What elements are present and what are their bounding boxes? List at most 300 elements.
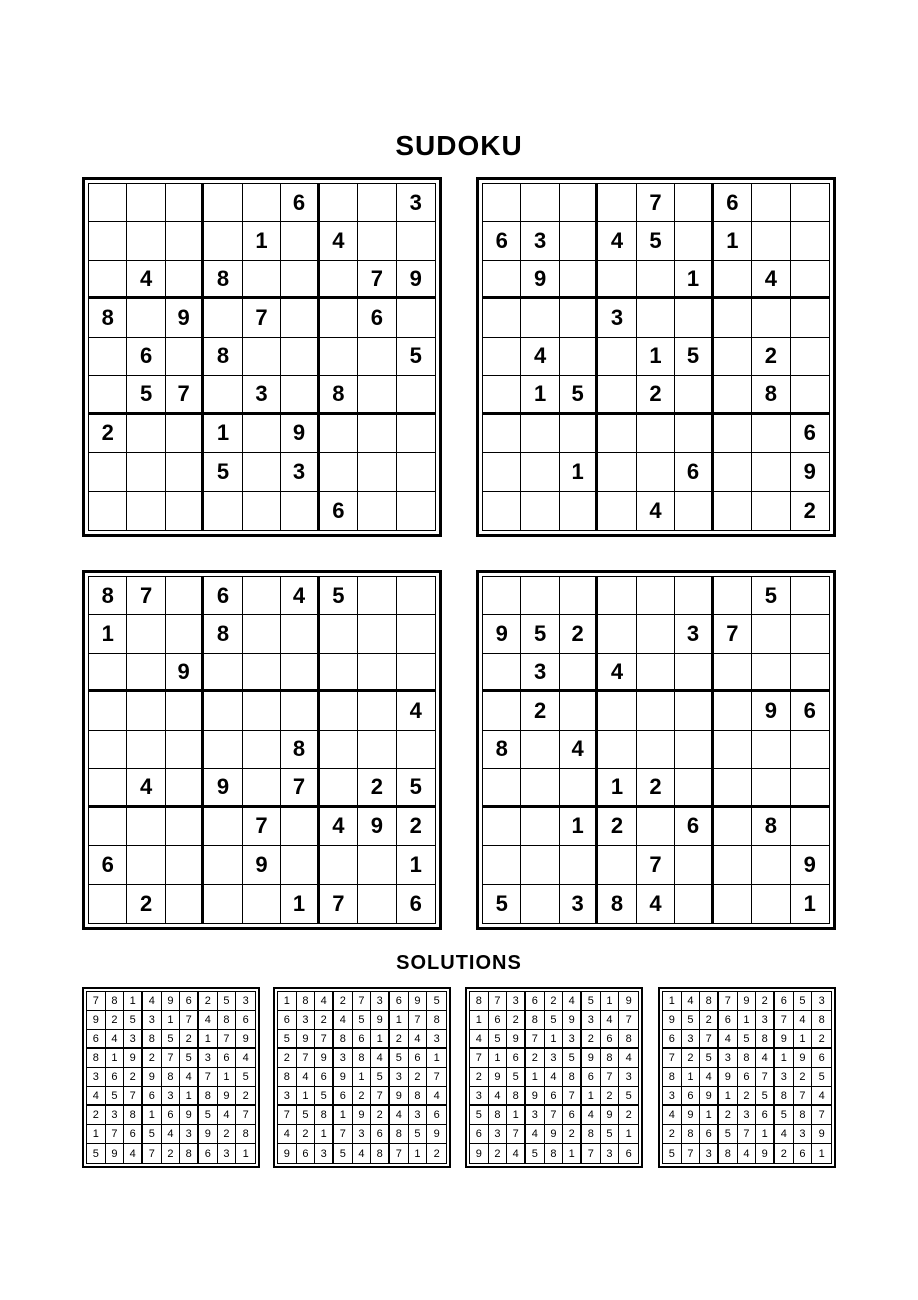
solution-cell: 7 xyxy=(353,992,372,1011)
puzzle-cell: 3 xyxy=(281,453,319,491)
puzzle-cell: 1 xyxy=(397,846,435,884)
solution-cell: 8 xyxy=(719,1144,738,1163)
solution-cell: 4 xyxy=(180,1068,199,1087)
solution-cell: 6 xyxy=(390,992,409,1011)
puzzle-cell: 5 xyxy=(127,376,165,414)
solution-cell: 7 xyxy=(794,1087,813,1106)
puzzle-cell xyxy=(358,692,396,730)
solution-cell: 5 xyxy=(87,1144,106,1163)
solution-cell: 3 xyxy=(124,1030,143,1049)
solution-cell: 7 xyxy=(756,1068,775,1087)
solution-cell: 5 xyxy=(278,1030,297,1049)
solution-cell: 9 xyxy=(775,1030,794,1049)
solution-cell: 3 xyxy=(663,1087,682,1106)
solution-cell: 4 xyxy=(738,1144,757,1163)
puzzle-cell xyxy=(791,261,829,299)
solution-cell: 5 xyxy=(297,1106,316,1125)
puzzle-cell xyxy=(397,492,435,530)
puzzle-cell xyxy=(243,885,281,923)
puzzle-cell xyxy=(714,415,752,453)
puzzle-cell xyxy=(243,492,281,530)
puzzle-cell xyxy=(89,885,127,923)
puzzle-cell: 4 xyxy=(598,654,636,692)
solution-cell: 9 xyxy=(526,1087,545,1106)
solution-cell: 5 xyxy=(738,1030,757,1049)
puzzle-cell xyxy=(243,692,281,730)
puzzle-cell xyxy=(204,376,242,414)
solution-cell: 7 xyxy=(180,1011,199,1030)
solution-cell: 3 xyxy=(353,1125,372,1144)
puzzle-cell xyxy=(637,299,675,337)
puzzle-cell xyxy=(637,261,675,299)
solution-cell: 6 xyxy=(470,1125,489,1144)
solution-cell: 3 xyxy=(297,1011,316,1030)
solution-cell: 2 xyxy=(582,1030,601,1049)
solution-cell: 4 xyxy=(143,992,162,1011)
solution-cell: 7 xyxy=(719,992,738,1011)
puzzle-cell xyxy=(752,769,790,807)
solution-cell: 6 xyxy=(682,1087,701,1106)
solution-cell: 1 xyxy=(297,1087,316,1106)
solution-cell: 9 xyxy=(470,1144,489,1163)
puzzle-cell xyxy=(675,376,713,414)
solution-cell: 1 xyxy=(143,1106,162,1125)
puzzle-cell xyxy=(89,453,127,491)
puzzle-cell: 8 xyxy=(598,885,636,923)
puzzle-cell xyxy=(89,492,127,530)
solution-cell: 9 xyxy=(334,1068,353,1087)
solutions-title: SOLUTIONS xyxy=(396,952,522,974)
puzzle-cell xyxy=(166,808,204,846)
solution-cell: 5 xyxy=(601,1125,620,1144)
puzzle-cell: 6 xyxy=(127,338,165,376)
solution-cell: 7 xyxy=(470,1049,489,1068)
solution-cell: 5 xyxy=(236,1068,255,1087)
solution-cell: 4 xyxy=(334,1011,353,1030)
solution-cell: 1 xyxy=(334,1106,353,1125)
puzzle-cell xyxy=(560,846,598,884)
sudoku-solution-1 xyxy=(82,987,260,1168)
puzzle-cell xyxy=(483,453,521,491)
puzzle-cell: 1 xyxy=(560,453,598,491)
solution-cell: 7 xyxy=(124,1087,143,1106)
solution-cell: 1 xyxy=(794,1030,813,1049)
solution-cell: 1 xyxy=(545,1030,564,1049)
puzzle-cell: 5 xyxy=(560,376,598,414)
solution-cell: 9 xyxy=(582,1049,601,1068)
puzzle-cell xyxy=(243,453,281,491)
solution-cell: 7 xyxy=(812,1106,831,1125)
solution-cell: 7 xyxy=(297,1049,316,1068)
puzzle-cell xyxy=(675,492,713,530)
puzzle-cell xyxy=(752,731,790,769)
solution-cell: 5 xyxy=(563,1049,582,1068)
puzzle-cell xyxy=(675,731,713,769)
solution-cell: 9 xyxy=(180,1106,199,1125)
puzzle-cell xyxy=(714,453,752,491)
puzzle-cell xyxy=(358,885,396,923)
puzzle-cell xyxy=(281,299,319,337)
solution-cell: 1 xyxy=(409,1144,428,1163)
solution-cell: 7 xyxy=(700,1030,719,1049)
sudoku-solution-2 xyxy=(273,987,451,1168)
puzzle-cell xyxy=(791,577,829,615)
solution-cell: 4 xyxy=(663,1106,682,1125)
solution-cell: 5 xyxy=(545,1011,564,1030)
puzzle-cell: 4 xyxy=(127,769,165,807)
solution-cell: 1 xyxy=(124,992,143,1011)
puzzle-cell: 1 xyxy=(521,376,559,414)
solution-cell: 9 xyxy=(663,1011,682,1030)
solution-cell: 2 xyxy=(526,1049,545,1068)
solution-cell: 1 xyxy=(582,1087,601,1106)
solution-cell: 9 xyxy=(390,1087,409,1106)
puzzle-cell xyxy=(397,615,435,653)
puzzle-cell xyxy=(675,222,713,260)
solution-cell: 8 xyxy=(427,1011,446,1030)
solution-cell: 3 xyxy=(775,1068,794,1087)
solution-cell: 2 xyxy=(794,1068,813,1087)
puzzle-cell xyxy=(204,654,242,692)
puzzle-cell xyxy=(598,731,636,769)
puzzle-cell xyxy=(791,184,829,222)
solution-cell: 8 xyxy=(619,1030,638,1049)
puzzle-cell xyxy=(483,338,521,376)
solution-cell: 3 xyxy=(106,1106,125,1125)
solution-cell: 6 xyxy=(315,1068,334,1087)
puzzle-cell: 6 xyxy=(483,222,521,260)
solution-cell: 9 xyxy=(124,1049,143,1068)
puzzle-cell: 8 xyxy=(89,577,127,615)
solution-cell: 5 xyxy=(315,1087,334,1106)
puzzle-cell xyxy=(637,415,675,453)
solution-cell: 4 xyxy=(775,1125,794,1144)
puzzle-cell: 8 xyxy=(204,261,242,299)
solution-cell: 4 xyxy=(315,992,334,1011)
solution-cell: 6 xyxy=(180,992,199,1011)
solution-cell: 2 xyxy=(236,1087,255,1106)
solution-cell: 4 xyxy=(470,1030,489,1049)
solution-cell: 4 xyxy=(545,1068,564,1087)
solution-cell: 9 xyxy=(682,1106,701,1125)
solution-cell: 6 xyxy=(143,1087,162,1106)
solution-cell: 8 xyxy=(390,1125,409,1144)
puzzle-cell xyxy=(358,222,396,260)
puzzle-cell xyxy=(166,769,204,807)
puzzle-cell: 2 xyxy=(89,415,127,453)
puzzle-cell xyxy=(89,654,127,692)
solution-cell: 1 xyxy=(719,1087,738,1106)
solution-cell: 1 xyxy=(390,1011,409,1030)
puzzle-cell xyxy=(752,222,790,260)
solution-cell: 7 xyxy=(87,992,106,1011)
solution-cell: 4 xyxy=(526,1125,545,1144)
solution-cell: 5 xyxy=(162,1030,181,1049)
puzzle-cell xyxy=(598,338,636,376)
puzzle-cell: 2 xyxy=(637,376,675,414)
puzzle-cell: 6 xyxy=(204,577,242,615)
solution-cell: 2 xyxy=(218,1125,237,1144)
puzzle-cell xyxy=(204,222,242,260)
puzzle-cell: 5 xyxy=(637,222,675,260)
solution-cell: 1 xyxy=(353,1068,372,1087)
puzzle-cell: 8 xyxy=(89,299,127,337)
solution-cell: 8 xyxy=(526,1011,545,1030)
puzzle-cell: 9 xyxy=(243,846,281,884)
solution-cell: 1 xyxy=(470,1011,489,1030)
solution-cell: 5 xyxy=(409,1125,428,1144)
puzzle-cell xyxy=(483,261,521,299)
solution-cell: 3 xyxy=(738,1106,757,1125)
puzzle-cell: 7 xyxy=(127,577,165,615)
puzzle-cell xyxy=(521,769,559,807)
solution-cell: 2 xyxy=(409,1068,428,1087)
solution-cell: 7 xyxy=(278,1106,297,1125)
solution-cell: 8 xyxy=(106,992,125,1011)
puzzle-cell xyxy=(204,846,242,884)
solution-cell: 2 xyxy=(315,1011,334,1030)
solution-cell: 4 xyxy=(507,1144,526,1163)
solution-cell: 8 xyxy=(218,1011,237,1030)
solution-cell: 2 xyxy=(162,1144,181,1163)
puzzle-cell xyxy=(483,577,521,615)
solution-cell: 7 xyxy=(619,1011,638,1030)
puzzle-cell xyxy=(714,261,752,299)
puzzle-cell xyxy=(675,885,713,923)
puzzle-cell: 4 xyxy=(598,222,636,260)
solution-cell: 8 xyxy=(563,1068,582,1087)
solution-cell: 2 xyxy=(663,1125,682,1144)
solution-cell: 3 xyxy=(526,1106,545,1125)
solution-cell: 9 xyxy=(563,1011,582,1030)
puzzle-cell: 9 xyxy=(166,654,204,692)
puzzle-cell xyxy=(166,846,204,884)
solution-cell: 5 xyxy=(619,1087,638,1106)
solution-cell: 2 xyxy=(433,1147,440,1160)
puzzle-cell: 9 xyxy=(521,261,559,299)
puzzle-cell xyxy=(752,492,790,530)
solution-cell: 4 xyxy=(390,1106,409,1125)
solution-cell: 5 xyxy=(427,992,446,1011)
page-title: SUDOKU xyxy=(395,130,523,161)
puzzle-cell xyxy=(127,692,165,730)
puzzle-cell xyxy=(397,299,435,337)
puzzle-cell xyxy=(166,453,204,491)
solution-cell: 1 xyxy=(218,1068,237,1087)
solution-cell: 9 xyxy=(218,1087,237,1106)
puzzle-cell: 7 xyxy=(358,261,396,299)
puzzle-cell xyxy=(752,654,790,692)
puzzle-cell: 1 xyxy=(714,222,752,260)
solution-cell: 9 xyxy=(427,1125,446,1144)
solution-cell: 1 xyxy=(162,1011,181,1030)
solution-cell: 6 xyxy=(87,1030,106,1049)
solution-cell: 6 xyxy=(625,1147,632,1160)
puzzle-cell xyxy=(204,808,242,846)
solution-cell: 3 xyxy=(87,1068,106,1087)
solution-cell: 7 xyxy=(334,1125,353,1144)
puzzle-cell xyxy=(358,376,396,414)
puzzle-cell xyxy=(127,731,165,769)
solution-cell: 5 xyxy=(470,1106,489,1125)
solution-cell: 2 xyxy=(334,992,353,1011)
solution-cell: 2 xyxy=(719,1106,738,1125)
solution-cell: 8 xyxy=(545,1144,564,1163)
puzzle-cell xyxy=(675,654,713,692)
puzzle-cell xyxy=(89,338,127,376)
solution-cell: 7 xyxy=(106,1125,125,1144)
solution-cell: 7 xyxy=(315,1030,334,1049)
puzzle-cell xyxy=(127,222,165,260)
solution-cell: 1 xyxy=(526,1068,545,1087)
puzzle-cell: 6 xyxy=(791,415,829,453)
solution-cell: 8 xyxy=(124,1106,143,1125)
solution-cell: 7 xyxy=(526,1030,545,1049)
solution-cell: 3 xyxy=(390,1068,409,1087)
solution-cell: 6 xyxy=(738,1068,757,1087)
sudoku-puzzle-2 xyxy=(476,177,836,537)
solution-cell: 2 xyxy=(87,1106,106,1125)
puzzle-cell xyxy=(397,453,435,491)
solution-cell: 6 xyxy=(507,1049,526,1068)
puzzle-cell: 3 xyxy=(397,184,435,222)
solution-cell: 7 xyxy=(427,1068,446,1087)
puzzle-cell: 6 xyxy=(791,692,829,730)
puzzle-cell xyxy=(127,299,165,337)
solution-cell: 4 xyxy=(563,992,582,1011)
puzzle-cell xyxy=(637,577,675,615)
puzzle-cell xyxy=(243,415,281,453)
solution-cell: 8 xyxy=(775,1087,794,1106)
solution-cell: 3 xyxy=(218,1144,237,1163)
puzzle-cell: 1 xyxy=(598,769,636,807)
solution-cell: 5 xyxy=(775,1106,794,1125)
solution-cell: 7 xyxy=(236,1106,255,1125)
puzzle-cell: 5 xyxy=(204,453,242,491)
solution-cell: 4 xyxy=(756,1049,775,1068)
puzzle-cell xyxy=(281,846,319,884)
solution-cell: 2 xyxy=(199,992,218,1011)
solution-cell: 1 xyxy=(663,992,682,1011)
solution-cell: 5 xyxy=(682,1011,701,1030)
puzzle-cell xyxy=(320,415,358,453)
puzzle-cell xyxy=(89,769,127,807)
solution-cell: 3 xyxy=(236,992,255,1011)
solution-cell: 1 xyxy=(242,1147,249,1160)
puzzle-cell xyxy=(204,692,242,730)
puzzle-cell xyxy=(320,615,358,653)
puzzle-cell xyxy=(281,261,319,299)
puzzle-cell: 3 xyxy=(243,376,281,414)
solution-cell: 4 xyxy=(719,1030,738,1049)
puzzle-cell xyxy=(714,299,752,337)
solution-cell: 1 xyxy=(489,1049,508,1068)
puzzle-cell xyxy=(598,184,636,222)
puzzle-cell: 1 xyxy=(281,885,319,923)
puzzle-cell xyxy=(521,453,559,491)
puzzle-cell: 9 xyxy=(483,615,521,653)
solution-cell: 9 xyxy=(162,992,181,1011)
solution-cell: 8 xyxy=(700,992,719,1011)
puzzle-cell xyxy=(752,615,790,653)
solution-cell: 1 xyxy=(371,1030,390,1049)
puzzle-cell: 1 xyxy=(560,808,598,846)
solution-cell: 8 xyxy=(756,1030,775,1049)
solution-cell: 9 xyxy=(507,1030,526,1049)
puzzle-cell xyxy=(521,846,559,884)
puzzle-cell xyxy=(320,692,358,730)
puzzle-cell xyxy=(483,415,521,453)
puzzle-cell xyxy=(243,184,281,222)
puzzle-cell xyxy=(358,654,396,692)
puzzle-cell: 9 xyxy=(281,415,319,453)
puzzle-cell xyxy=(483,692,521,730)
solution-cell: 1 xyxy=(507,1106,526,1125)
puzzle-cell: 7 xyxy=(320,885,358,923)
puzzle-cell: 2 xyxy=(803,497,816,523)
solution-cell: 3 xyxy=(619,1068,638,1087)
solution-cell: 8 xyxy=(682,1125,701,1144)
solution-cell: 4 xyxy=(297,1068,316,1087)
solution-cell: 3 xyxy=(278,1087,297,1106)
solution-cell: 7 xyxy=(162,1049,181,1068)
puzzle-cell xyxy=(127,846,165,884)
solution-cell: 8 xyxy=(582,1125,601,1144)
puzzle-cell: 9 xyxy=(166,299,204,337)
puzzle-cell: 6 xyxy=(675,453,713,491)
solution-cell: 4 xyxy=(682,992,701,1011)
solution-cell: 2 xyxy=(106,1011,125,1030)
puzzle-cell xyxy=(714,492,752,530)
puzzle-cell: 4 xyxy=(397,692,435,730)
solution-cell: 4 xyxy=(619,1049,638,1068)
puzzle-cell xyxy=(358,615,396,653)
puzzle-cell xyxy=(397,731,435,769)
puzzle-cell: 8 xyxy=(204,615,242,653)
solution-cell: 8 xyxy=(297,992,316,1011)
solution-cell: 3 xyxy=(582,1011,601,1030)
solution-cell: 1 xyxy=(818,1147,825,1160)
solution-cell: 2 xyxy=(143,1049,162,1068)
solution-cell: 9 xyxy=(619,992,638,1011)
puzzle-cell: 7 xyxy=(243,808,281,846)
solution-cell: 2 xyxy=(601,1087,620,1106)
puzzle-cell xyxy=(166,338,204,376)
puzzle-cell xyxy=(483,184,521,222)
solution-cell: 4 xyxy=(601,1011,620,1030)
solution-cell: 9 xyxy=(738,992,757,1011)
solution-cell: 8 xyxy=(334,1030,353,1049)
puzzle-cell: 6 xyxy=(409,890,422,916)
puzzle-cell: 1 xyxy=(204,415,242,453)
puzzle-cell xyxy=(358,338,396,376)
solution-cell: 1 xyxy=(278,992,297,1011)
solution-cell: 6 xyxy=(526,992,545,1011)
solution-cell: 7 xyxy=(218,1030,237,1049)
puzzle-cell: 4 xyxy=(752,261,790,299)
puzzle-cell xyxy=(521,808,559,846)
puzzle-cell: 3 xyxy=(675,615,713,653)
solution-cell: 8 xyxy=(278,1068,297,1087)
puzzle-cell xyxy=(483,769,521,807)
solution-cell: 6 xyxy=(199,1144,218,1163)
solution-cell: 3 xyxy=(427,1030,446,1049)
puzzle-cell: 7 xyxy=(166,376,204,414)
puzzle-cell: 5 xyxy=(752,577,790,615)
puzzle-cell xyxy=(243,769,281,807)
solution-cell: 2 xyxy=(700,1011,719,1030)
solution-cell: 4 xyxy=(218,1106,237,1125)
